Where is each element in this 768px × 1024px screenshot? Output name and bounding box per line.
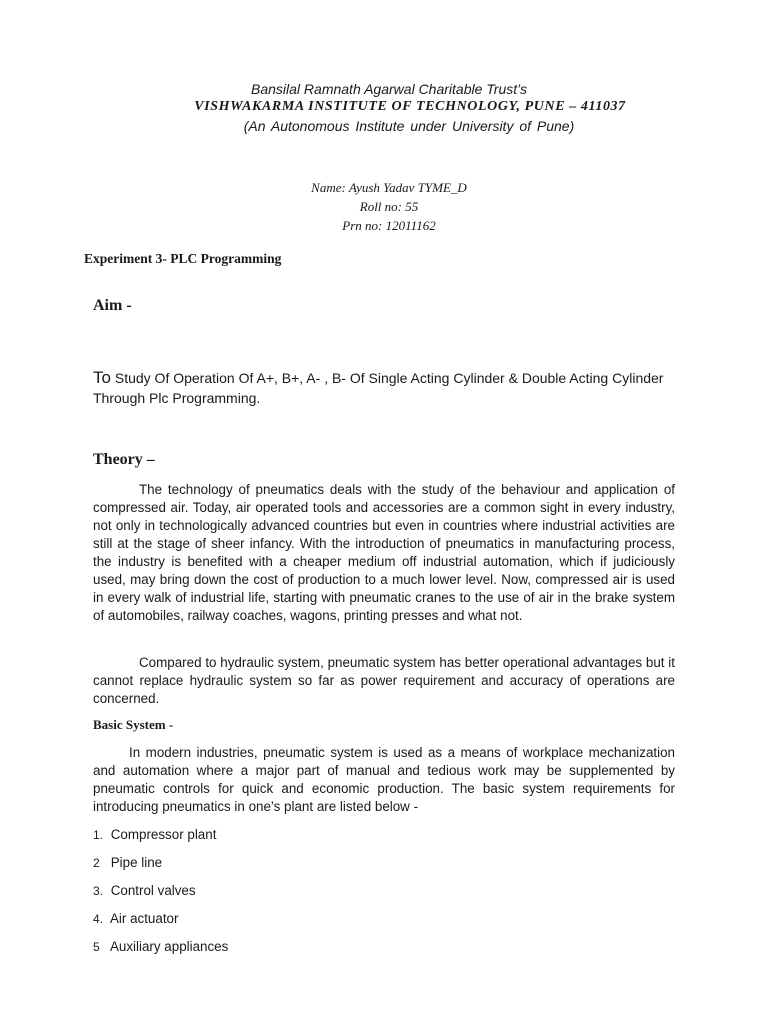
student-prn: Prn no: 12011162 [342, 218, 436, 233]
theory-heading: Theory – [93, 451, 155, 468]
institute-name: VISHWAKARMA INSTITUTE OF TECHNOLOGY, PUNE – 411037 [194, 99, 626, 114]
aim-text [93, 368, 673, 408]
list-item-label: Control valves [110, 883, 196, 898]
list-item-label: Pipe line [110, 855, 163, 870]
trust-name: Bansilal Ramnath Agarwal Charitable Trust’s [251, 81, 527, 97]
aim-text-first-word: To [93, 368, 111, 387]
student-info [0, 178, 768, 235]
aim-text-rest: Study Of Operation Of A+, B+, A- , B- Of Single Acting Cylinder & Double Acting Cylinder Through Plc Programming. [93, 370, 664, 406]
student-name: Name: Ayush Yadav TYME_D [311, 180, 467, 195]
list-item-number: 2 [93, 856, 100, 870]
list-item [93, 882, 228, 910]
list-item-label: Compressor plant [110, 827, 217, 842]
list-item-number: 4. [93, 912, 104, 926]
list-item-number: 3. [93, 884, 104, 898]
list-item-label: Auxiliary appliances [109, 939, 229, 954]
institute-header [0, 80, 768, 135]
list-item [93, 826, 228, 854]
list-item [93, 938, 228, 966]
list-item-number: 1. [93, 828, 104, 842]
requirements-list [93, 826, 228, 966]
list-item-number: 5 [93, 940, 100, 954]
list-item [93, 910, 228, 938]
theory-paragraph-1: The technology of pneumatics deals with the study of the behaviour and application of compressed air. Today, air operated tools and accessories are a common sight in every industry, not only in technologically advanced countries but even in countries where industrial activities are still at the stage of sheer infancy. With the introduction of pneumatics in manufacturing process, the industry is benefited with a cheaper medium off industrial automation, which if judiciously used, may bring down the cost of production to a much lower level. Now, compressed air is used in every walk of industrial life, starting with pneumatic cranes to the use of air in the brake system of automobiles, railway coaches, wagons, printing presses and what not. [93, 482, 675, 623]
theory-paragraph-2: Compared to hydraulic system, pneumatic system has better operational advantages but it cannot replace hydraulic system so far as power requirement and accuracy of operations are concerned. [93, 655, 675, 706]
basic-system-paragraph: In modern industries, pneumatic system is used as a means of workplace mechanization and automation where a major part of manual and tedious work may be supplemented by pneumatic controls for quick and economic production. The basic system requirements for introducing pneumatics in one’s plant are listed below - [93, 745, 675, 814]
list-item-label: Air actuator [109, 911, 179, 926]
student-roll: Roll no: 55 [359, 199, 419, 214]
aim-heading: Aim - [93, 297, 132, 314]
list-item [93, 854, 228, 882]
experiment-title: Experiment 3- PLC Programming [84, 251, 282, 266]
autonomous-note: (An Autonomous Institute under University of Pune) [243, 118, 575, 134]
basic-system-heading: Basic System - [93, 717, 174, 732]
